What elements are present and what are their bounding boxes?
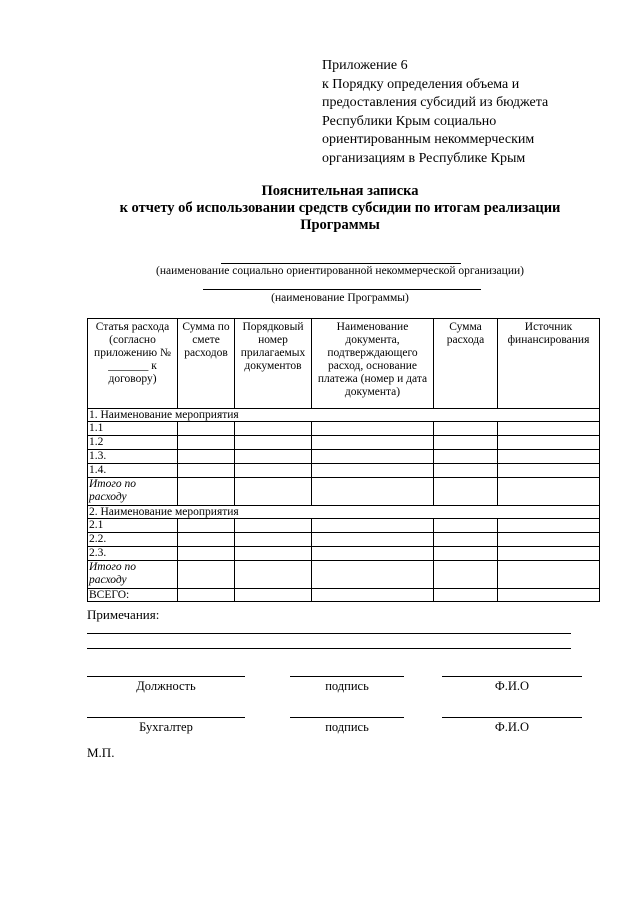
org-name-blank [221,263,461,264]
table-header-row [88,319,600,409]
table-row [88,464,600,478]
name-label: Ф.И.О [494,679,530,693]
notes-label: Примечания: [87,607,160,622]
section-title: 2. Наименование мероприятия [88,506,600,519]
table-row [88,422,600,436]
section-row [88,506,600,519]
expense-table [87,318,600,602]
column-header: Сумма по смете расходов [178,319,235,409]
name-label: Ф.И.О [494,720,530,734]
column-header: Наименование документа, подтверждающего расход, основание платежа (номер и дата документа) [312,319,434,409]
row-number: 1.3. [88,450,178,464]
signature-label: подпись [325,679,369,693]
name-line [442,717,582,718]
subtotal-label: Итого по расходу [88,478,178,506]
title-line-1: Пояснительная записка [261,183,419,199]
table-row [88,436,600,450]
row-number: 1.4. [88,464,178,478]
document-title [60,183,620,234]
org-name-caption: (наименование социально ориентированной некоммерческой организации) [156,265,524,277]
column-header: Сумма расхода [434,319,498,409]
row-number: 2.3. [88,547,178,561]
program-name-blank [203,289,481,290]
column-header: Статья расхода (согласно приложению № _______ к договору) [88,319,178,409]
table-row [88,519,600,533]
position-signature-line [87,676,245,677]
row-number: 1.1 [88,422,178,436]
subtotal-row [88,561,600,589]
stamp-label: М.П. [87,745,115,760]
notes-line [87,633,571,634]
subtotal-row [88,478,600,506]
table-row [88,533,600,547]
grand-total-label: ВСЕГО: [88,589,178,602]
appendix-block [322,57,622,168]
appendix-line: Приложение 6 [322,58,408,73]
subtotal-label: Итого по расходу [88,561,178,589]
signature-line [290,676,404,677]
table-row [88,547,600,561]
position-label: Должность [136,679,196,693]
signature-label: подпись [325,720,369,734]
column-header: Порядковый номер прилагаемых документов [235,319,312,409]
appendix-line: предоставления субсидий из бюджета [322,95,549,110]
grand-total-row [88,589,600,602]
row-number: 2.1 [88,519,178,533]
signature-line [290,717,404,718]
program-name-caption: (наименование Программы) [271,292,409,304]
appendix-line: ориентированным некоммерческим [322,132,535,147]
accountant-label: Бухгалтер [139,720,193,734]
appendix-line: Республики Крым социально [322,113,497,129]
appendix-line: к Порядку определения объема и [322,76,520,92]
section-row [88,409,600,422]
title-line-3: Программы [300,217,380,233]
row-number: 2.2. [88,533,178,547]
title-line-2: к отчету об использовании средств субсидии по итогам реализации [119,200,561,216]
column-header: Источник финансирования [498,319,600,409]
row-number: 1.2 [88,436,178,450]
appendix-line: организациям в Республике Крым [322,150,526,166]
table-row [88,450,600,464]
accountant-signature-line [87,717,245,718]
name-line [442,676,582,677]
notes-line [87,648,571,649]
section-title: 1. Наименование мероприятия [88,409,600,422]
